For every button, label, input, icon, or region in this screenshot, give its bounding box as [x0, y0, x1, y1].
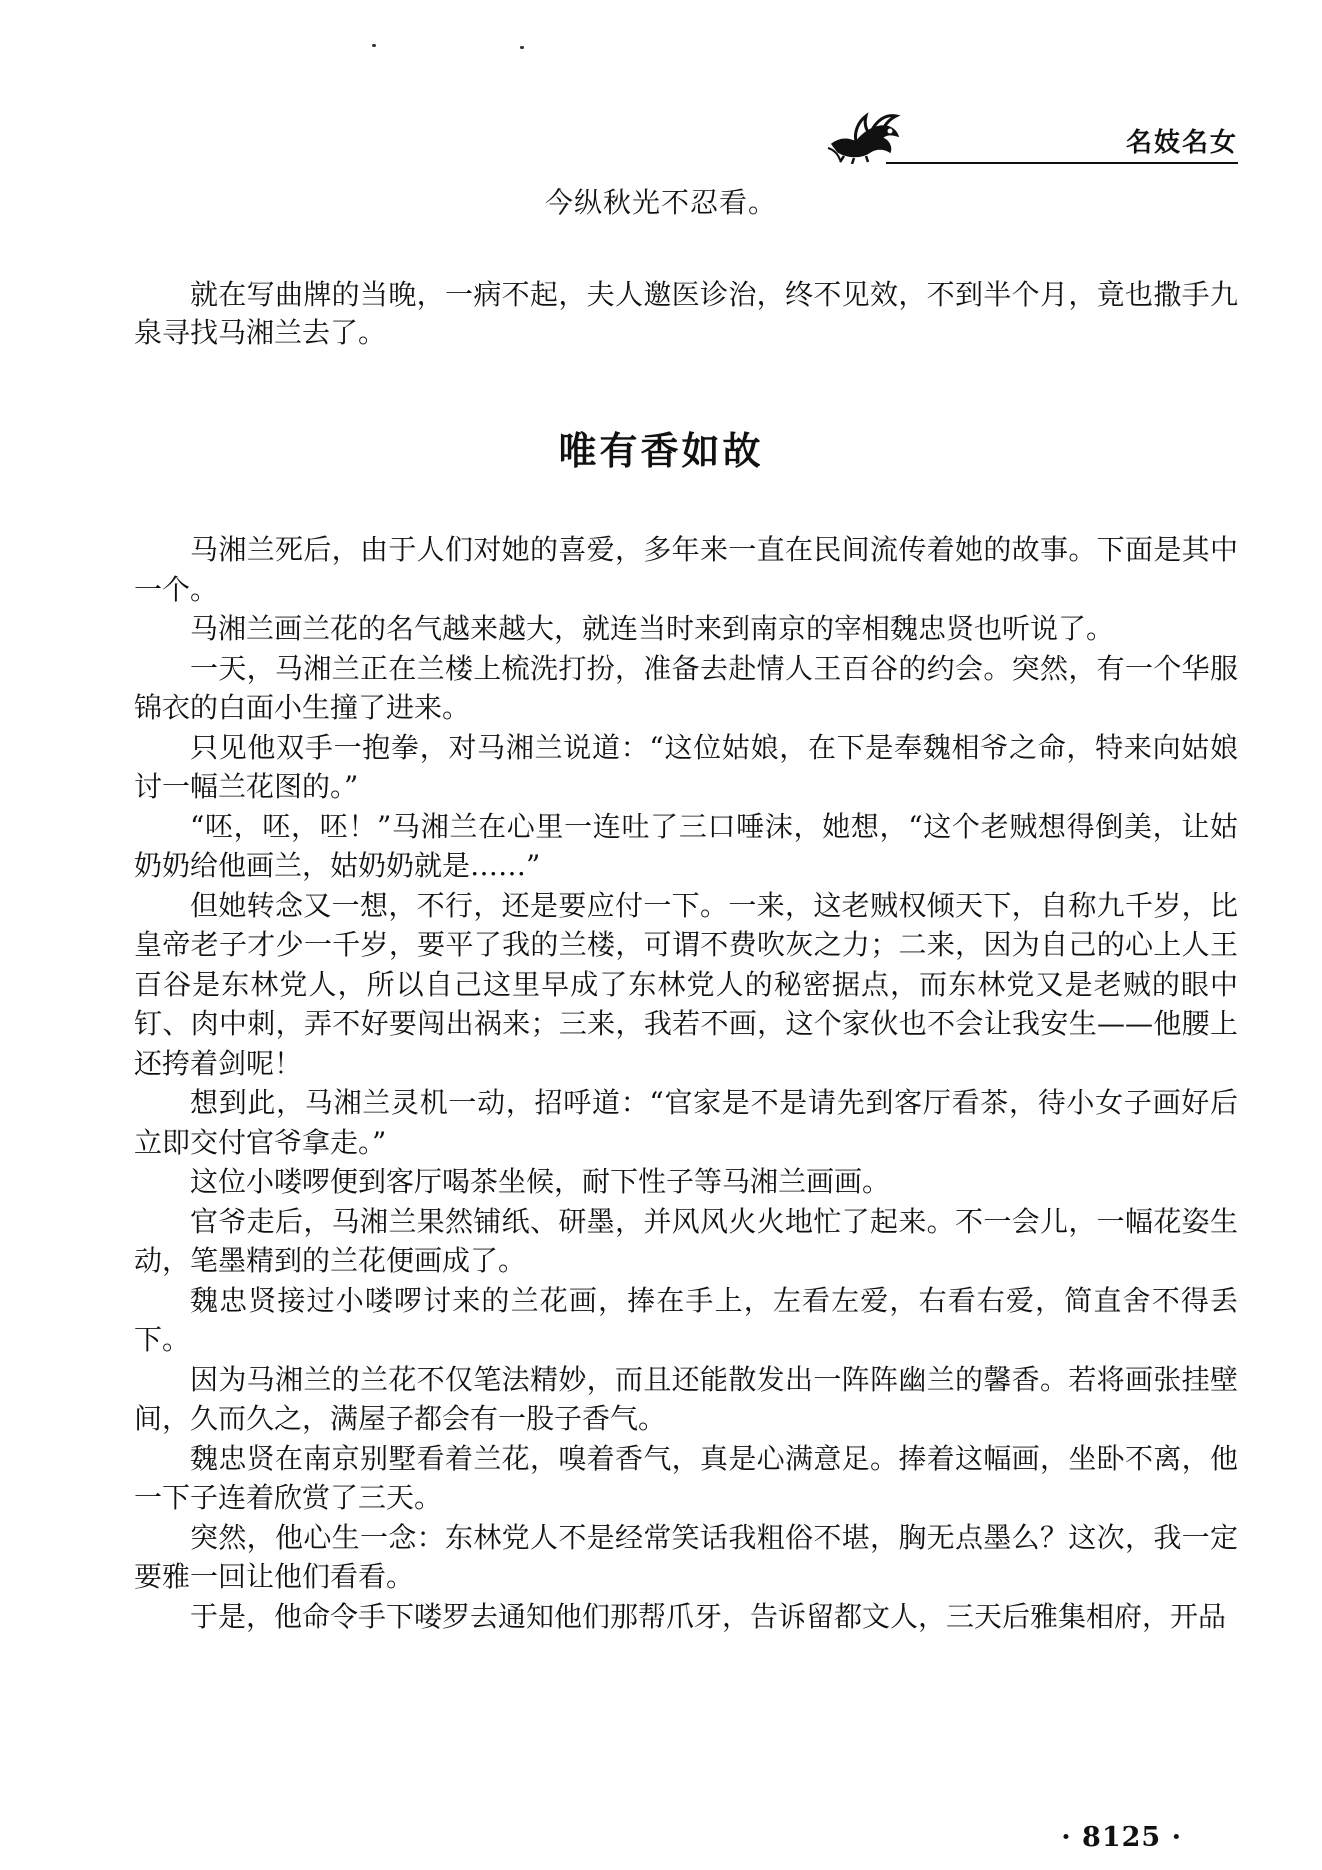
paragraph: 马湘兰画兰花的名气越来越大，就连当时来到南京的宰相魏忠贤也听说了。: [190, 612, 1115, 645]
paragraph: 只见他双手一抱拳，对马湘兰说道：“这位姑娘，在下是奉魏相爷之命，特来向姑娘讨一幅兰花图的。”: [134, 730, 1238, 803]
page-number: · 8125 ·: [1061, 1822, 1182, 1853]
paragraph: 一天，马湘兰正在兰楼上梳洗打扮，准备去赴情人王百谷的约会。突然，有一个华服锦衣的白面小生撞了进来。: [134, 651, 1238, 724]
paragraph: “呸，呸，呸！”马湘兰在心里一连吐了三口唾沫，她想，“这个老贼想得倒美，让姑奶奶给他画兰，姑奶奶就是……”: [134, 809, 1238, 882]
paragraph: 突然，他心生一念：东林党人不是经常笑话我粗俗不堪，胸无点墨么？这次，我一定要雅一回让他们看看。: [134, 1520, 1238, 1593]
paragraph: 但她转念又一想，不行，还是要应付一下。一来，这老贼权倾天下，自称九千岁，比皇帝老子才少一千岁，要平了我的兰楼，可谓不费吹灰之力；二来，因为自己的心上人王百谷是东林党人，所以自己这里早成了东林党人的秘密据点，而东林党又是老贼的眼中钉、肉中刺，弄不好要闯出祸来；三来，我若不画，这个家伙也不会让我安生——他腰上还挎着剑呢！: [134, 888, 1238, 1080]
intro-paragraph: 就在写曲牌的当晚，一病不起，夫人邀医诊治，终不见效，不到半个月，竟也撒手九泉寻找马湘兰去了。: [134, 278, 1238, 349]
paragraph: 魏忠贤接过小喽啰讨来的兰花画，捧在手上，左看左爱，右看右爱，简直舍不得丢下。: [134, 1283, 1238, 1356]
scan-speck: [520, 46, 524, 49]
paragraph: 于是，他命令手下喽罗去通知他们那帮爪牙，告诉留都文人，三天后雅集相府，开品: [190, 1599, 1227, 1633]
header-title: 名妓名女: [1125, 128, 1238, 158]
paragraph: 这位小喽啰便到客厅喝茶坐候，耐下性子等马湘兰画画。: [190, 1165, 891, 1198]
poem-line: 今纵秋光不忍看。: [544, 186, 777, 219]
running-header: [826, 104, 1238, 170]
intro-block: [134, 276, 1238, 352]
paragraph: 魏忠贤在南京别墅看着兰花，嗅着香气，真是心满意足。捧着这幅画，坐卧不离，他一下子连着欣赏了三天。: [134, 1441, 1238, 1514]
paragraph: 想到此，马湘兰灵机一动，招呼道：“官家是不是请先到客厅看茶，待小女子画好后立即交付官爷拿走。”: [134, 1086, 1238, 1159]
dragon-emblem-icon: [826, 104, 902, 164]
paragraph: 官爷走后，马湘兰果然铺纸、研墨，并风风火火地忙了起来。不一会儿，一幅花姿生动，笔墨精到的兰花便画成了。: [134, 1204, 1238, 1277]
header-rule: [886, 162, 1238, 164]
scan-speck: [372, 44, 376, 47]
section-title: 唯有香如故: [558, 429, 764, 473]
paragraph: 马湘兰死后，由于人们对她的喜爱，多年来一直在民间流传着她的故事。下面是其中一个。: [134, 533, 1238, 606]
paragraph: 因为马湘兰的兰花不仅笔法精妙，而且还能散发出一阵阵幽兰的馨香。若将画张挂壁间，久而久之，满屋子都会有一股子香气。: [134, 1362, 1238, 1435]
main-text: [134, 530, 1238, 1636]
